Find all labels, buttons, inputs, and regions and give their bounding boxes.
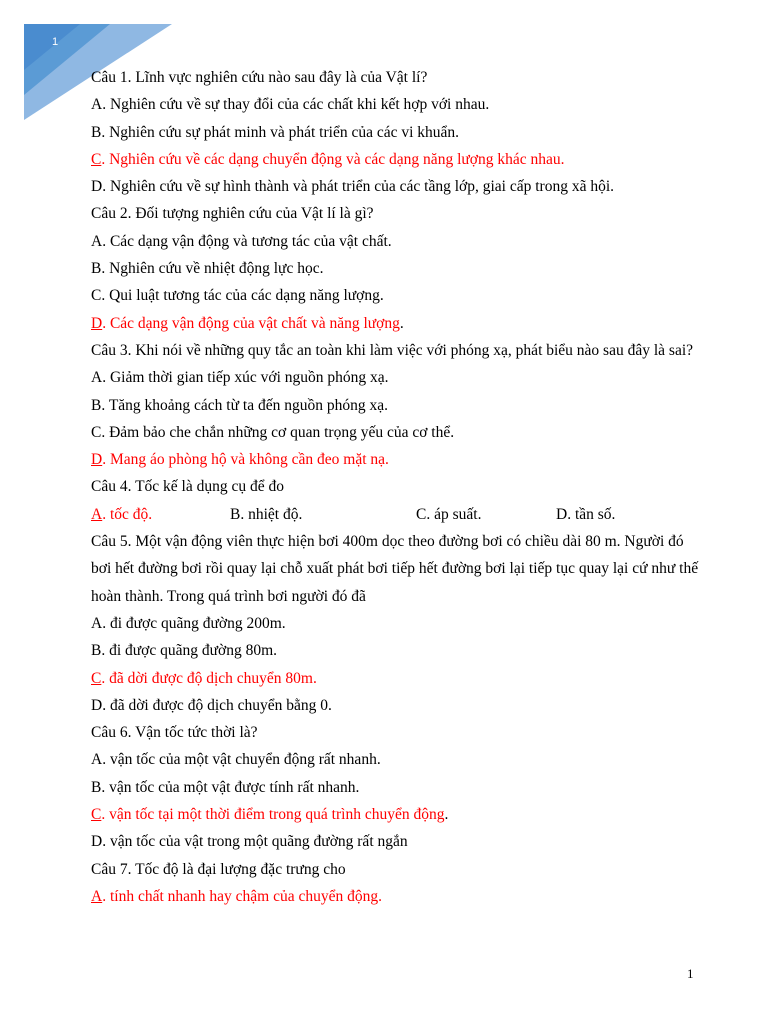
answer-letter: A (91, 505, 103, 523)
answer-letter: A (91, 96, 103, 114)
answer-option-correct (91, 665, 701, 692)
answer-text: . Giảm thời gian tiếp xúc với nguồn phóng xạ. (102, 369, 389, 387)
answer-text: . tốc độ. (102, 505, 153, 523)
answer-letter: B (91, 778, 102, 796)
answer-letter: D (91, 178, 103, 196)
answer-option-correct (91, 801, 701, 828)
answer-letter: A (91, 887, 103, 905)
answer-text: . áp suất. (426, 505, 482, 523)
answer-tail: . (399, 314, 404, 332)
question-stem: Câu 4. Tốc kế là dụng cụ để đo (91, 478, 284, 496)
answer-letter: D (91, 451, 103, 469)
question-stem: Câu 5. Một vận động viên thực hiện bơi 400m dọc theo đường bơi có chiều dài 80 m. Người đó bơi hết đường bơi rồi quay lại chỗ xuất phát bơi tiếp hết đường bơi lại tiếp tục quay lại cứ như thế hoàn thành. Trong quá trình bơi người đó đã (91, 533, 699, 605)
answer-option-correct (91, 883, 701, 910)
answer-text: . Nghiên cứu sự phát minh và phát triển của các vi khuẩn. (101, 123, 460, 141)
corner-page-number: 1 (52, 36, 59, 48)
answer-letter: C (416, 505, 427, 523)
answer-tail: . (444, 806, 449, 824)
answer-option (91, 692, 701, 719)
answer-option (91, 282, 701, 309)
question-stem: Câu 2. Đối tượng nghiên cứu của Vật lí là gì? (91, 205, 374, 223)
answer-text: . tính chất nhanh hay chậm của chuyển động. (102, 887, 382, 905)
answer-option (91, 173, 701, 200)
answer-text: . Qui luật tương tác của các dạng năng lượng. (101, 287, 384, 305)
answer-letter: C (91, 669, 102, 687)
answer-letter: C (91, 806, 102, 824)
answer-text: . Nghiên cứu về các dạng chuyển động và các dạng năng lượng khác nhau. (101, 150, 565, 168)
answer-option-correct (91, 310, 701, 337)
answer-text: . đi được quãng đường 80m. (101, 642, 278, 660)
document-body (91, 64, 701, 910)
answer-text: . Nghiên cứu về sự thay đổi của các chất khi kết hợp với nhau. (102, 96, 490, 114)
answer-letter: B (91, 123, 102, 141)
question-stem: Câu 6. Vận tốc tức thời là? (91, 724, 258, 742)
answer-text: . đã dời được độ dịch chuyển 80m. (101, 669, 317, 687)
answer-option-correct (91, 146, 701, 173)
answer-row (91, 501, 701, 528)
answer-option (556, 501, 615, 528)
answer-option (91, 774, 701, 801)
answer-option (416, 501, 481, 528)
answer-option-correct (91, 446, 701, 473)
answer-text: . vận tốc của một vật chuyển động rất nhanh. (102, 751, 381, 769)
answer-option (91, 364, 701, 391)
answer-option (91, 746, 701, 773)
answer-letter: A (91, 751, 103, 769)
answer-text: . Đảm bảo che chắn những cơ quan trọng yếu của cơ thể. (101, 423, 455, 441)
answer-text: . vận tốc của một vật được tính rất nhanh. (101, 778, 360, 796)
answer-text: . đã dời được độ dịch chuyển bằng 0. (102, 696, 332, 714)
answer-option (91, 228, 701, 255)
answer-option (91, 828, 701, 855)
answer-option (91, 392, 701, 419)
answer-text: . Tăng khoảng cách từ ta đến nguồn phóng xạ. (101, 396, 388, 414)
answer-text: . tần số. (567, 505, 616, 523)
answer-option (91, 419, 701, 446)
answer-letter: A (91, 614, 103, 632)
answer-letter: C (91, 150, 102, 168)
answer-letter: B (91, 642, 102, 660)
answer-letter: D (91, 833, 103, 851)
answer-text: . vận tốc tại một thời điểm trong quá trình chuyển động (101, 806, 445, 824)
answer-letter: D (91, 696, 103, 714)
answer-letter: A (91, 369, 103, 387)
answer-text: . Mang áo phòng hộ và không cần đeo mặt nạ. (102, 451, 389, 469)
answer-letter: A (91, 232, 103, 250)
question-stem: Câu 3. Khi nói về những quy tắc an toàn khi làm việc với phóng xạ, phát biểu nào sau đây là sai? (91, 341, 694, 359)
question-stem: Câu 1. Lĩnh vực nghiên cứu nào sau đây là của Vật lí? (91, 69, 428, 86)
answer-letter: D (556, 505, 568, 523)
answer-option (91, 255, 701, 282)
footer-page-number: 1 (687, 966, 694, 981)
answer-letter: C (91, 287, 102, 305)
answer-text: . Các dạng vận động và tương tác của vật chất. (102, 232, 392, 250)
answer-option (230, 501, 302, 528)
answer-text: . vận tốc của vật trong một quãng đường rất ngắn (102, 833, 408, 851)
answer-option (91, 501, 152, 528)
answer-letter: D (91, 314, 103, 332)
answer-option (91, 91, 701, 118)
answer-option (91, 637, 701, 664)
answer-text: . Nghiên cứu về nhiệt động lực học. (101, 260, 324, 278)
answer-option (91, 610, 701, 637)
question-stem: Câu 7. Tốc độ là đại lượng đặc trưng cho (91, 860, 346, 878)
answer-text: . Nghiên cứu về sự hình thành và phát triển của các tầng lớp, giai cấp trong xã hội. (102, 178, 615, 196)
answer-letter: B (91, 396, 102, 414)
answer-letter: B (230, 505, 241, 523)
answer-option (91, 119, 701, 146)
answer-letter: B (91, 260, 102, 278)
answer-text: . Các dạng vận động của vật chất và năng lượng (102, 314, 400, 332)
answer-text: . đi được quãng đường 200m. (102, 614, 286, 632)
answer-letter: C (91, 423, 102, 441)
answer-text: . nhiệt độ. (240, 505, 303, 523)
